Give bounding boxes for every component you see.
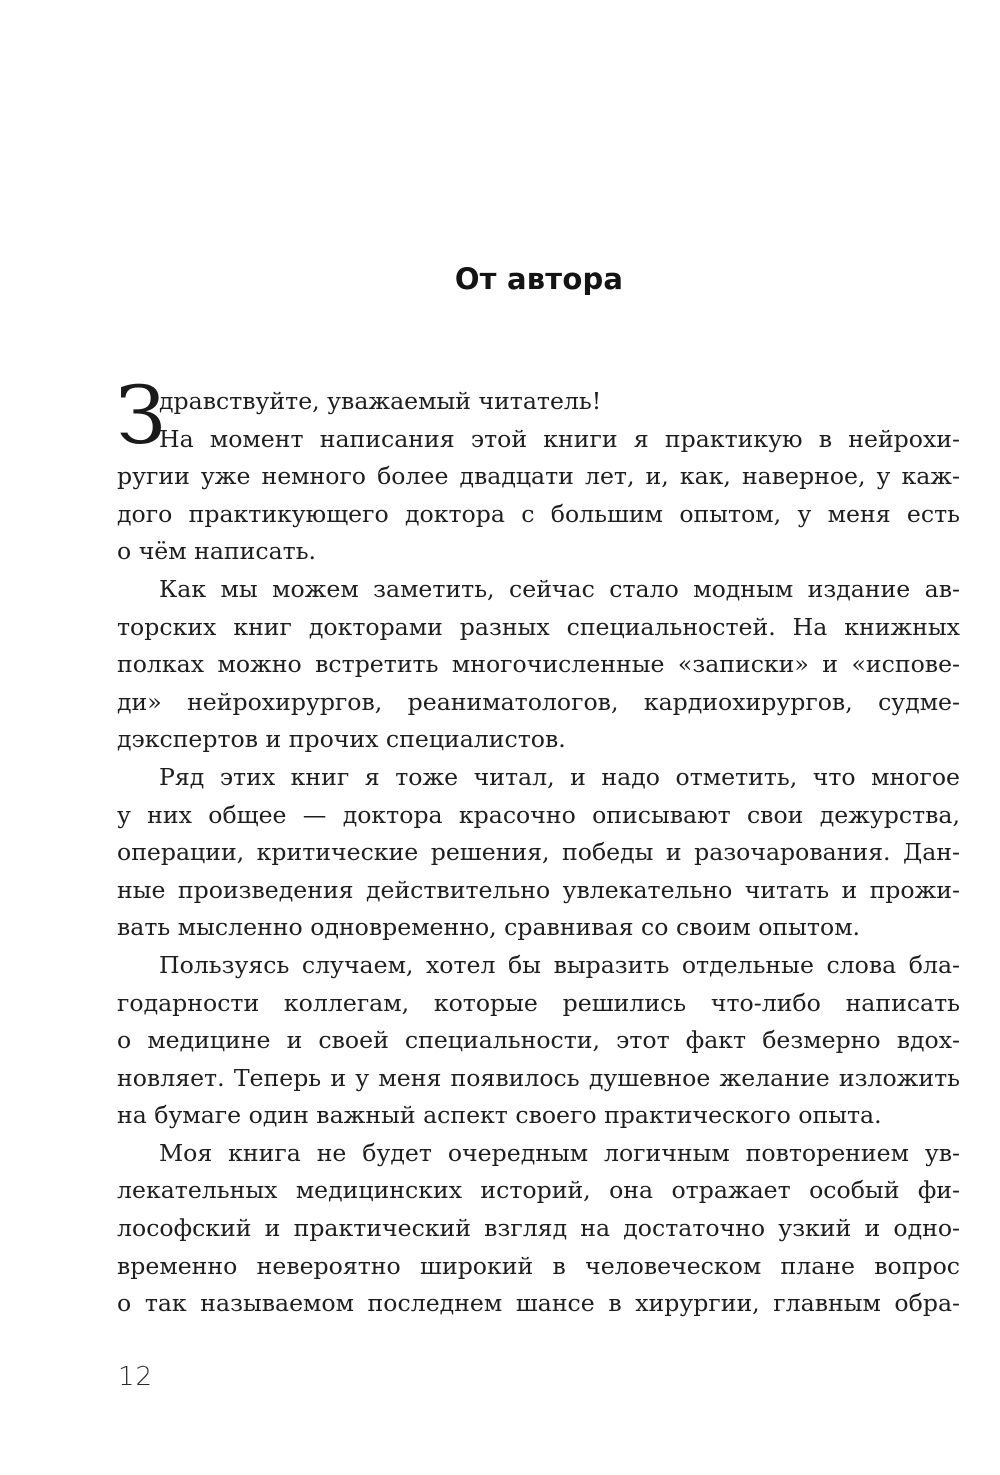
text-line: Пользуясь случаем, хотел бы выразить отдельные слова бла-: [159, 950, 960, 979]
text-line: На момент написания этой книги я практикую в нейрохи-: [159, 424, 960, 453]
text-line: о чём написать.: [117, 537, 317, 566]
text-line: вать мысленно одновременно, сравнивая со своим опытом.: [117, 913, 861, 942]
text-line: временно невероятно широкий в человеческом плане вопрос: [117, 1251, 960, 1280]
text-line: полках можно встретить многочисленные «записки» и «испове-: [117, 650, 960, 679]
text-line: у них общее — доктора красочно описывают свои дежурства,: [117, 800, 960, 829]
text-line: ные произведения действительно увлекательно читать и прожи-: [117, 875, 960, 904]
text-line: годарности коллегам, которые решились что-либо написать: [117, 988, 960, 1017]
paragraph: [117, 947, 960, 1135]
text-line: о так называемом последнем шансе в хирургии, главным обра-: [117, 1289, 960, 1318]
text-line: лософский и практический взгляд на достаточно узкий и одно-: [117, 1214, 960, 1243]
text-line: на бумаге один важный аспект своего практического опыта.: [117, 1101, 882, 1130]
text-line: новляет. Теперь и у меня появилось душевное желание изложить: [117, 1063, 960, 1092]
text-line: торских книг докторами разных специальностей. На книжных: [117, 612, 960, 641]
text-line: дого практикующего доктора с большим опытом, у меня есть: [117, 499, 960, 528]
text-line: ди» нейрохирургов, реаниматологов, кардиохирургов, судме-: [117, 687, 960, 716]
paragraph: [117, 571, 960, 759]
text-line: Ряд этих книг я тоже читал, и надо отметить, что многое: [159, 762, 960, 791]
text-line: дравствуйте, уважаемый читатель!: [159, 387, 602, 415]
paragraph: [117, 383, 960, 571]
page-number: 12: [118, 1362, 154, 1392]
text-line: о медицине и своей специальности, этот факт безмерно вдох-: [117, 1026, 960, 1055]
chapter-title: От автора: [454, 262, 624, 296]
drop-cap: З: [116, 369, 166, 462]
text-line: ругии уже немного более двадцати лет, и, как, наверное, у каж-: [117, 462, 960, 491]
body-text: [117, 383, 960, 1323]
paragraph: [117, 759, 960, 947]
text-line: лекательных медицинских историй, она отражает особый фи-: [117, 1176, 960, 1205]
text-line: операции, критические решения, победы и разочарования. Дан-: [117, 838, 960, 867]
text-line: дэкспертов и прочих специалистов.: [117, 725, 566, 754]
text-line: Как мы можем заметить, сейчас стало модным издание ав-: [159, 574, 960, 603]
paragraph: [117, 1135, 960, 1323]
text-line: Моя книга не будет очередным логичным повторением ув-: [159, 1138, 960, 1167]
